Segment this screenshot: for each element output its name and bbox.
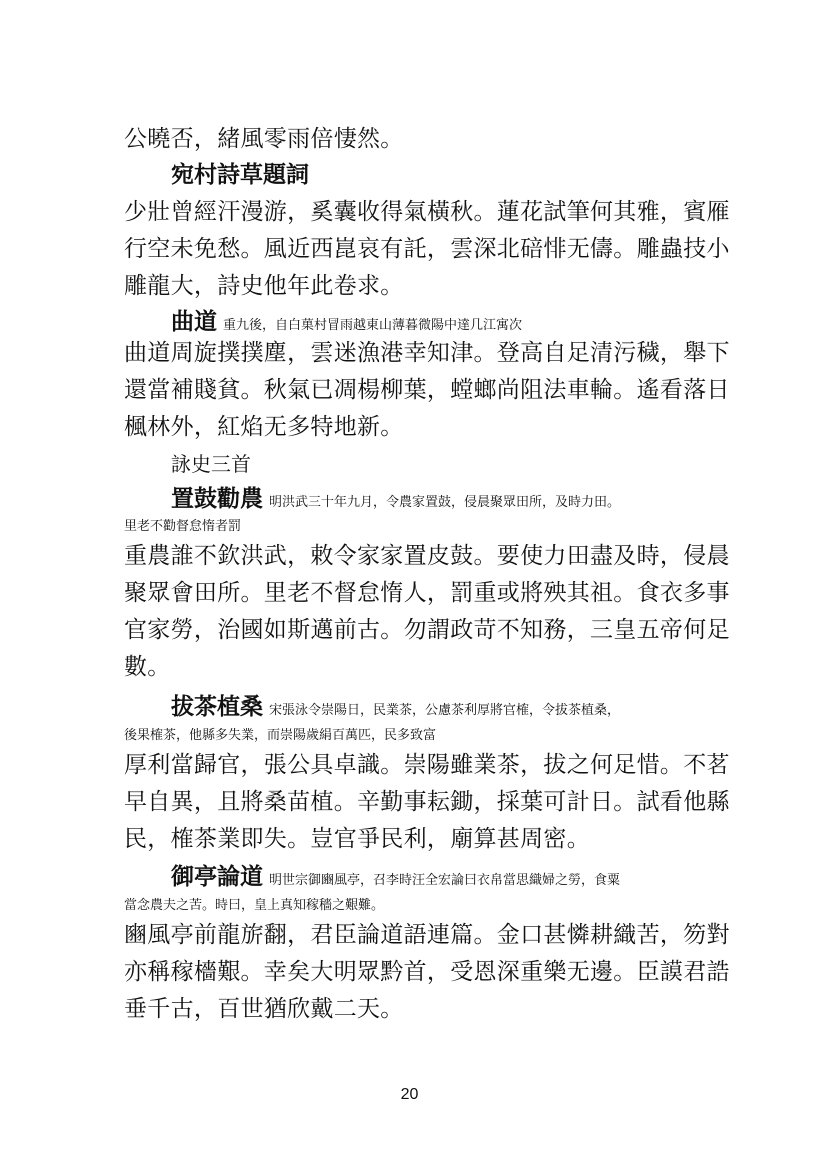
poem-line: 少壯曾經汗漫游，奚囊收得氣橫秋。蓮花試筆何其雅，賓雁	[124, 199, 730, 225]
poem-line: 豳風亭前龍旂翻，君臣論道語連篇。金口甚憐耕織苦，笏對	[124, 922, 730, 948]
poem-title	[124, 310, 724, 334]
section-title: 詠史三首	[171, 452, 251, 476]
poem-title-text: 御亭論道	[171, 864, 263, 890]
poem-title-text: 置鼓勸農	[171, 486, 263, 512]
poem-title	[124, 865, 724, 889]
poem-note: 重九後，自白菓村冒雨越東山薄暮微陽中達几江寓次	[223, 318, 523, 333]
poem-note-continued: 後果榷茶，他縣多失業，而崇陽歲絹百萬匹，民多致富	[124, 728, 437, 743]
poem-line: 官家勞，治國如斯邁前古。勿謂政苛不知務，三皇五帝何足	[124, 617, 730, 643]
poem-line: 垂千古，百世猶欣戴二天。	[124, 996, 404, 1022]
poem-title	[124, 695, 724, 719]
poem-note: 明洪武三十年九月，令農家置鼓，侵晨聚眾田所，及時力田。	[269, 495, 621, 510]
poem-line: 曲道周旋撲撲塵，雲迷漁港幸知津。登高自足清污穢，舉下	[124, 340, 730, 366]
poem-line: 行空未免愁。風近西崑哀有託，雲深北碚悱无儔。雕蟲技小	[124, 236, 730, 262]
poem-title-text: 宛村詩草題詞	[171, 162, 309, 188]
poem-line: 數。	[124, 654, 171, 680]
poem-title-text: 曲道	[171, 309, 217, 335]
poem-title	[124, 487, 724, 511]
poem-line: 早自異，且將桑苗植。辛勤事耘鋤，採葉可計日。試看他縣	[124, 789, 730, 815]
poem-line: 公曉否，緒風零雨倍悽然。	[124, 126, 404, 152]
poem-line: 雕龍大，詩史他年此卷求。	[124, 273, 404, 299]
poem-note-continued: 里老不勸督怠惰者罰	[124, 519, 242, 534]
poem-line: 厚利當歸官，張公具卓識。崇陽雖業茶，拔之何足惜。不茗	[124, 752, 730, 778]
poem-line: 重農誰不欽洪武，敕令家家置皮鼓。要使力田盡及時，侵晨	[124, 543, 730, 569]
poem-note-continued: 當念農夫之苦。時曰，皇上真知稼穡之艱難。	[124, 898, 385, 913]
poem-line: 還當補賤貧。秋氣已凋楊柳葉，螳螂尚阻法車輪。遙看落日	[124, 377, 730, 403]
poem-title-text: 拔茶植桑	[171, 694, 263, 720]
page-body	[124, 126, 730, 1022]
poem-note: 明世宗御豳風亭，召李時汪全宏論曰衣帛當思織婦之勞，食粟	[269, 873, 621, 888]
poem-line: 亦稱稼檣艱。幸矣大明眾黔首，受恩深重樂无邊。臣謨君誥	[124, 959, 730, 985]
poem-line: 民，榷茶業即失。豈官爭民利，廟算甚周密。	[124, 826, 590, 852]
page-number: 20	[400, 1086, 419, 1103]
poem-line: 楓林外，紅焰无多特地新。	[124, 414, 404, 440]
poem-note: 宋張泳令崇陽日，民業茶，公慮茶利厚將官榷，令拔茶植桑，	[269, 703, 621, 718]
poem-title	[124, 163, 724, 187]
poem-line: 聚眾會田所。里老不督怠惰人，罰重或將殃其祖。食衣多事	[124, 580, 730, 606]
